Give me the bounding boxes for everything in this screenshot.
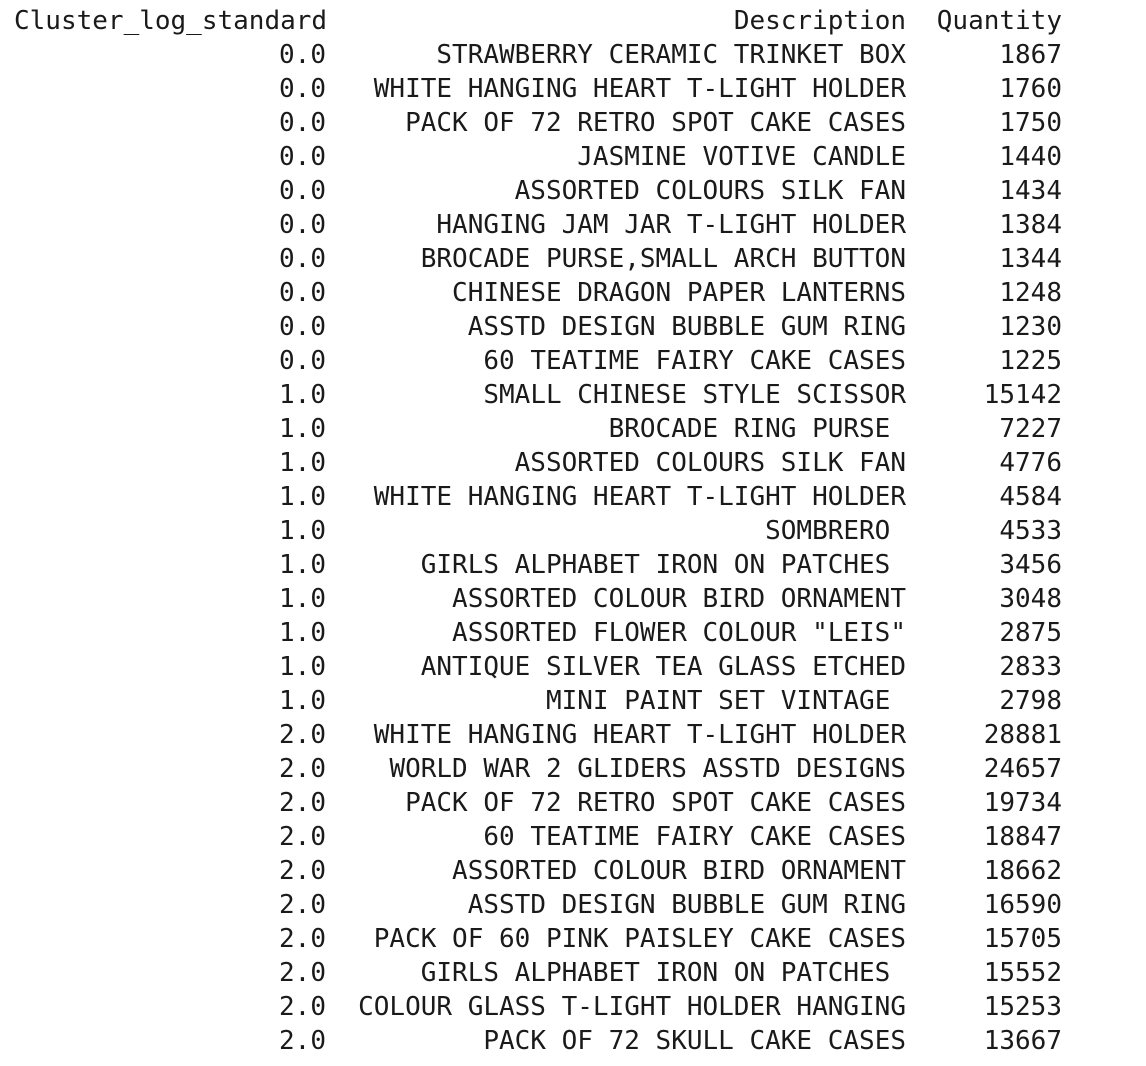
- table-row: [0, 378, 1146, 412]
- cell-description: 60 TEATIME FAIRY CAKE CASES: [483, 346, 906, 376]
- cell-cluster: 1.0: [279, 652, 326, 682]
- table-row: [0, 242, 1146, 276]
- cell-quantity: 18847: [983, 822, 1062, 852]
- table-row: [0, 276, 1146, 310]
- cell-cluster: 1.0: [279, 550, 326, 580]
- cell-cluster: 1.0: [279, 618, 326, 648]
- table-row: [0, 446, 1146, 480]
- cell-cluster: 0.0: [279, 312, 326, 342]
- table-row: [0, 208, 1146, 242]
- table-header: [0, 4, 1146, 38]
- table-row: [0, 548, 1146, 582]
- cell-quantity: 2798: [999, 686, 1062, 716]
- cell-description: ASSORTED COLOUR BIRD ORNAMENT: [452, 584, 906, 614]
- table-row: [0, 888, 1146, 922]
- cell-description: ASSORTED COLOURS SILK FAN: [514, 176, 906, 206]
- table-row: [0, 106, 1146, 140]
- cell-description: ASSORTED COLOUR BIRD ORNAMENT: [452, 856, 906, 886]
- table-body: [0, 38, 1146, 1058]
- cell-quantity: 15142: [983, 380, 1062, 410]
- cell-description: ANTIQUE SILVER TEA GLASS ETCHED: [420, 652, 906, 682]
- cell-quantity: 15253: [983, 992, 1062, 1022]
- cell-cluster: 1.0: [279, 686, 326, 716]
- cell-cluster: 0.0: [279, 210, 326, 240]
- cell-quantity: 1760: [999, 74, 1062, 104]
- cell-quantity: 28881: [983, 720, 1062, 750]
- cell-quantity: 1230: [999, 312, 1062, 342]
- table-row: [0, 582, 1146, 616]
- cell-cluster: 2.0: [279, 822, 326, 852]
- cell-quantity: 24657: [983, 754, 1062, 784]
- cell-description: ASSORTED FLOWER COLOUR "LEIS": [452, 618, 906, 648]
- cell-cluster: 0.0: [279, 142, 326, 172]
- cell-cluster: 1.0: [279, 380, 326, 410]
- cell-cluster: 2.0: [279, 890, 326, 920]
- cell-quantity: 1248: [999, 278, 1062, 308]
- cell-description: WORLD WAR 2 GLIDERS ASSTD DESIGNS: [389, 754, 906, 784]
- cell-cluster: 2.0: [279, 924, 326, 954]
- cell-description: SMALL CHINESE STYLE SCISSOR: [483, 380, 906, 410]
- cell-quantity: 4533: [999, 516, 1062, 546]
- cell-quantity: 1225: [999, 346, 1062, 376]
- cell-description: 60 TEATIME FAIRY CAKE CASES: [483, 822, 906, 852]
- cell-cluster: 1.0: [279, 482, 326, 512]
- cell-quantity: 13667: [983, 1026, 1062, 1056]
- cell-quantity: 3048: [999, 584, 1062, 614]
- cell-cluster: 2.0: [279, 958, 326, 988]
- cell-cluster: 1.0: [279, 448, 326, 478]
- table-row: [0, 616, 1146, 650]
- cell-quantity: 1440: [999, 142, 1062, 172]
- table-row: [0, 1024, 1146, 1058]
- cell-cluster: 1.0: [279, 414, 326, 444]
- cell-quantity: 4776: [999, 448, 1062, 478]
- table-row: [0, 140, 1146, 174]
- table-row: [0, 38, 1146, 72]
- cell-cluster: 2.0: [279, 788, 326, 818]
- cell-cluster: 0.0: [279, 40, 326, 70]
- cell-description: COLOUR GLASS T-LIGHT HOLDER HANGING: [358, 992, 906, 1022]
- cell-quantity: 2875: [999, 618, 1062, 648]
- cell-cluster: 2.0: [279, 1026, 326, 1056]
- table-row: [0, 650, 1146, 684]
- table-row: [0, 480, 1146, 514]
- cell-quantity: 15552: [983, 958, 1062, 988]
- cell-description: GIRLS ALPHABET IRON ON PATCHES: [420, 958, 906, 988]
- table-row: [0, 922, 1146, 956]
- cell-quantity: 1750: [999, 108, 1062, 138]
- cell-cluster: 0.0: [279, 74, 326, 104]
- cell-cluster: 2.0: [279, 754, 326, 784]
- cell-description: ASSTD DESIGN BUBBLE GUM RING: [467, 890, 906, 920]
- cell-cluster: 0.0: [279, 176, 326, 206]
- cell-quantity: 1344: [999, 244, 1062, 274]
- table-row: [0, 820, 1146, 854]
- cell-quantity: 1384: [999, 210, 1062, 240]
- cell-description: PACK OF 72 RETRO SPOT CAKE CASES: [405, 108, 906, 138]
- cell-quantity: 3456: [999, 550, 1062, 580]
- cell-description: ASSTD DESIGN BUBBLE GUM RING: [467, 312, 906, 342]
- header-description: Description: [733, 6, 906, 36]
- table-row: [0, 514, 1146, 548]
- table-row: [0, 412, 1146, 446]
- cell-quantity: 15705: [983, 924, 1062, 954]
- cell-description: ASSORTED COLOURS SILK FAN: [514, 448, 906, 478]
- cell-description: JASMINE VOTIVE CANDLE: [577, 142, 906, 172]
- table-row: [0, 752, 1146, 786]
- header-cluster: Cluster_log_standard: [14, 6, 328, 36]
- cell-description: GIRLS ALPHABET IRON ON PATCHES: [420, 550, 906, 580]
- cell-description: PACK OF 60 PINK PAISLEY CAKE CASES: [373, 924, 906, 954]
- cell-description: BROCADE RING PURSE: [608, 414, 906, 444]
- dataframe-output: [0, 4, 1146, 1058]
- cell-quantity: 1867: [999, 40, 1062, 70]
- table-row: [0, 684, 1146, 718]
- cell-description: WHITE HANGING HEART T-LIGHT HOLDER: [373, 720, 906, 750]
- table-row: [0, 854, 1146, 888]
- cell-description: BROCADE PURSE,SMALL ARCH BUTTON: [420, 244, 906, 274]
- cell-description: CHINESE DRAGON PAPER LANTERNS: [452, 278, 906, 308]
- cell-quantity: 18662: [983, 856, 1062, 886]
- cell-cluster: 0.0: [279, 244, 326, 274]
- cell-cluster: 2.0: [279, 856, 326, 886]
- cell-description: PACK OF 72 SKULL CAKE CASES: [483, 1026, 906, 1056]
- cell-description: PACK OF 72 RETRO SPOT CAKE CASES: [405, 788, 906, 818]
- cell-description: STRAWBERRY CERAMIC TRINKET BOX: [436, 40, 906, 70]
- cell-cluster: 2.0: [279, 720, 326, 750]
- cell-cluster: 0.0: [279, 278, 326, 308]
- table-row: [0, 174, 1146, 208]
- cell-description: WHITE HANGING HEART T-LIGHT HOLDER: [373, 482, 906, 512]
- table-row: [0, 344, 1146, 378]
- cell-description: HANGING JAM JAR T-LIGHT HOLDER: [436, 210, 906, 240]
- table-row: [0, 72, 1146, 106]
- cell-quantity: 1434: [999, 176, 1062, 206]
- cell-quantity: 4584: [999, 482, 1062, 512]
- table-row: [0, 956, 1146, 990]
- cell-description: WHITE HANGING HEART T-LIGHT HOLDER: [373, 74, 906, 104]
- table-row: [0, 990, 1146, 1024]
- cell-quantity: 2833: [999, 652, 1062, 682]
- table-row: [0, 718, 1146, 752]
- cell-cluster: 2.0: [279, 992, 326, 1022]
- cell-cluster: 0.0: [279, 108, 326, 138]
- cell-quantity: 7227: [999, 414, 1062, 444]
- header-quantity: Quantity: [936, 6, 1062, 36]
- table-row: [0, 786, 1146, 820]
- cell-description: MINI PAINT SET VINTAGE: [545, 686, 906, 716]
- table-row: [0, 310, 1146, 344]
- cell-cluster: 0.0: [279, 346, 326, 376]
- cell-cluster: 1.0: [279, 516, 326, 546]
- cell-quantity: 19734: [983, 788, 1062, 818]
- cell-quantity: 16590: [983, 890, 1062, 920]
- cell-cluster: 1.0: [279, 584, 326, 614]
- cell-description: SOMBRERO: [765, 516, 906, 546]
